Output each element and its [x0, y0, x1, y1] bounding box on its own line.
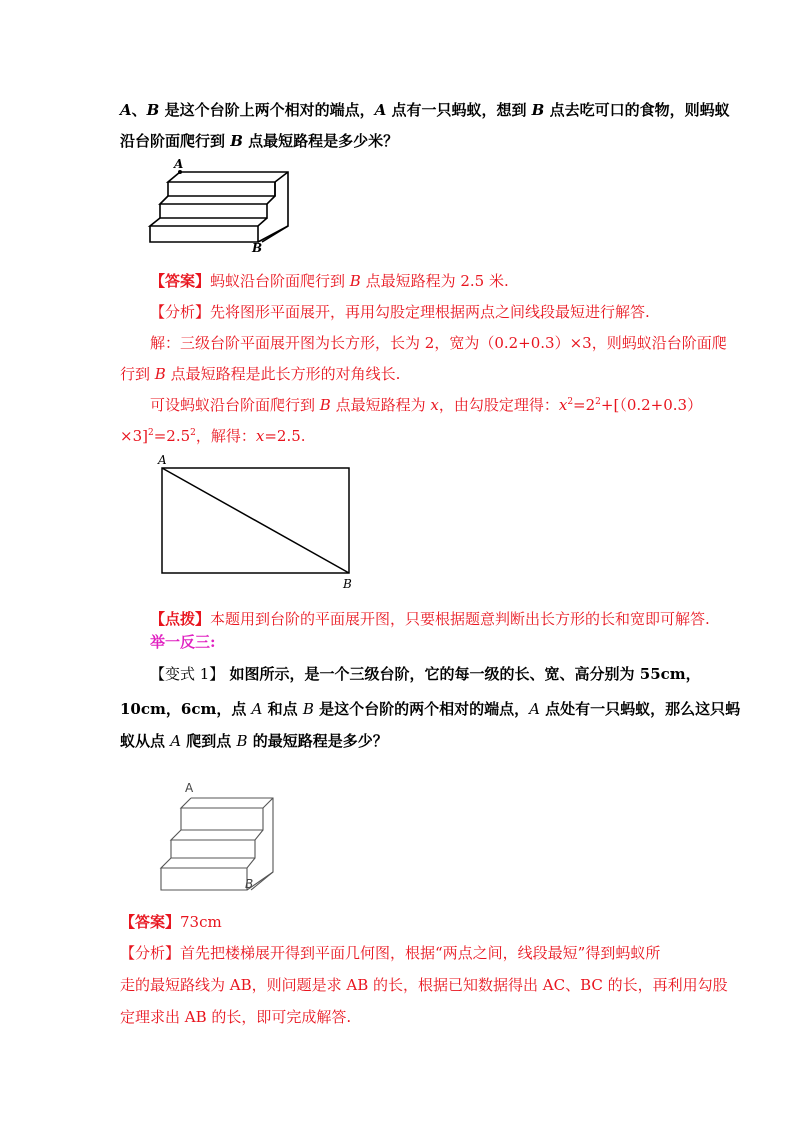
answer-1	[150, 271, 509, 291]
answer-2	[120, 912, 222, 932]
solution-text: 点最短路程为	[330, 396, 431, 414]
problem-text: 点去吃可口的食物，则蚂蚁	[544, 101, 730, 119]
variable-x: x	[430, 396, 439, 414]
solution-text: =2.5.	[264, 427, 306, 445]
solution-line-2	[120, 364, 400, 384]
point-b-label: B	[230, 132, 243, 150]
answer-text: 点最短路程为 2.5 米.	[360, 272, 509, 290]
point-b-label: B	[349, 272, 361, 290]
exponent: 2	[190, 428, 196, 438]
analysis-2-line-1	[120, 943, 660, 963]
variable-x: x	[558, 396, 568, 414]
solution-line-3	[150, 395, 702, 415]
analysis-2-line-3: 定理求出 AB 的长，即可完成解答.	[120, 1008, 352, 1026]
solution-text: 行到	[120, 365, 155, 383]
variable-x: x	[255, 427, 265, 445]
analysis-2-line-2: 走的最短路线为 AB，则问题是求 AB 的长，根据已知数据得出 AC、BC 的长，再利用勾股	[120, 976, 728, 994]
staircase-figure-1	[140, 158, 300, 254]
variant-tag: 【变式 1】	[150, 665, 225, 683]
figure2-label-b: B	[343, 577, 352, 591]
point-b-label: B	[319, 396, 331, 414]
solution-text: ×3]	[120, 427, 148, 445]
answer-text: 蚂蚁沿台阶面爬行到	[210, 272, 350, 290]
analysis-tag: 【分析】	[150, 303, 211, 321]
variant-line-1	[150, 664, 701, 684]
figure3-label-b: B	[245, 877, 254, 891]
variant-text: 是这个台阶的两个相对的端点，	[313, 700, 530, 718]
point-b-label: B	[154, 365, 166, 383]
exponent: 2	[567, 397, 574, 407]
answer-tag: 【答案】	[120, 913, 181, 931]
exponent: 2	[147, 428, 154, 438]
variant-text: 点处有一只蚂蚁，那么这只蚂	[539, 700, 741, 718]
problem-line-2	[120, 131, 398, 151]
tip-text: 本题用到台阶的平面展开图，只要根据题意判断出长方形的长和宽即可解答.	[210, 610, 710, 628]
point-b-label: B	[146, 101, 160, 119]
figure2-label-a: A	[158, 453, 167, 467]
problem-text: 沿台阶面爬行到	[120, 132, 231, 150]
solution-text: 点最短路程是此长方形的对角线长.	[165, 365, 401, 383]
variant-line-3	[120, 731, 388, 751]
solution-text: 可设蚂蚁沿台阶面爬行到	[150, 396, 320, 414]
answer-text: 73cm	[180, 913, 222, 931]
point-a-label: A	[170, 732, 182, 750]
variant-text: 和点	[262, 700, 303, 718]
variant-text: 10cm，6cm，点	[120, 700, 252, 718]
solution-line-4	[120, 426, 306, 446]
problem-line-1	[120, 100, 730, 120]
point-b-label: B	[531, 101, 545, 119]
analysis-text: 首先把楼梯展开得到平面几何图，根据“两点之间，线段最短”得到蚂蚁所	[180, 944, 661, 962]
solution-text: ，由勾股定理得：	[438, 396, 559, 414]
separator: 、	[131, 101, 147, 119]
solution-text: ，解得：	[195, 427, 256, 445]
problem-text: 是这个台阶上两个相对的端点，	[159, 101, 375, 119]
solution-text: =2	[573, 396, 596, 414]
section-title: 举一反三:	[150, 633, 216, 651]
figure1-label-b: B	[252, 241, 263, 254]
answer-tag: 【答案】	[150, 272, 211, 290]
tip	[150, 609, 710, 629]
tip-tag: 【点拨】	[150, 610, 211, 628]
variant-text: 的最短路程是多少？	[247, 732, 388, 750]
point-a-label: A	[529, 700, 540, 718]
variant-line-2	[120, 699, 740, 719]
analysis-1	[150, 302, 650, 322]
problem-text: 点有一只蚂蚁，想到	[386, 101, 532, 119]
variant-text: 如图所示，是一个三级台阶，它的每一级的长、宽、高分别为 55cm，	[224, 665, 701, 683]
solution-text: +[（0.2+0.3）	[600, 396, 703, 414]
solution-text: =2.5	[153, 427, 191, 445]
problem-text: 点最短路程是多少米？	[242, 132, 399, 150]
analysis-text: 先将图形平面展开，再用勾股定理根据两点之间线段最短进行解答.	[210, 303, 650, 321]
point-b-label: B	[236, 732, 248, 750]
point-a-label: A	[120, 101, 132, 119]
solution-line-1: 解：三级台阶平面展开图为长方形，长为 2，宽为（0.2+0.3）×3，则蚂蚁沿台阶面爬	[150, 334, 727, 352]
rectangle-figure	[152, 452, 362, 592]
point-a-label: A	[374, 101, 387, 119]
variant-text: 爬到点	[181, 732, 237, 750]
analysis-tag: 【分析】	[120, 944, 181, 962]
point-b-label: B	[302, 700, 314, 718]
figure1-label-a: A	[174, 158, 184, 171]
exponent: 2	[595, 397, 601, 407]
variant-text: 蚁从点	[120, 732, 171, 750]
staircase-figure-2	[155, 772, 285, 894]
point-a-label: A	[251, 700, 263, 718]
figure3-label-a: A	[185, 781, 194, 795]
